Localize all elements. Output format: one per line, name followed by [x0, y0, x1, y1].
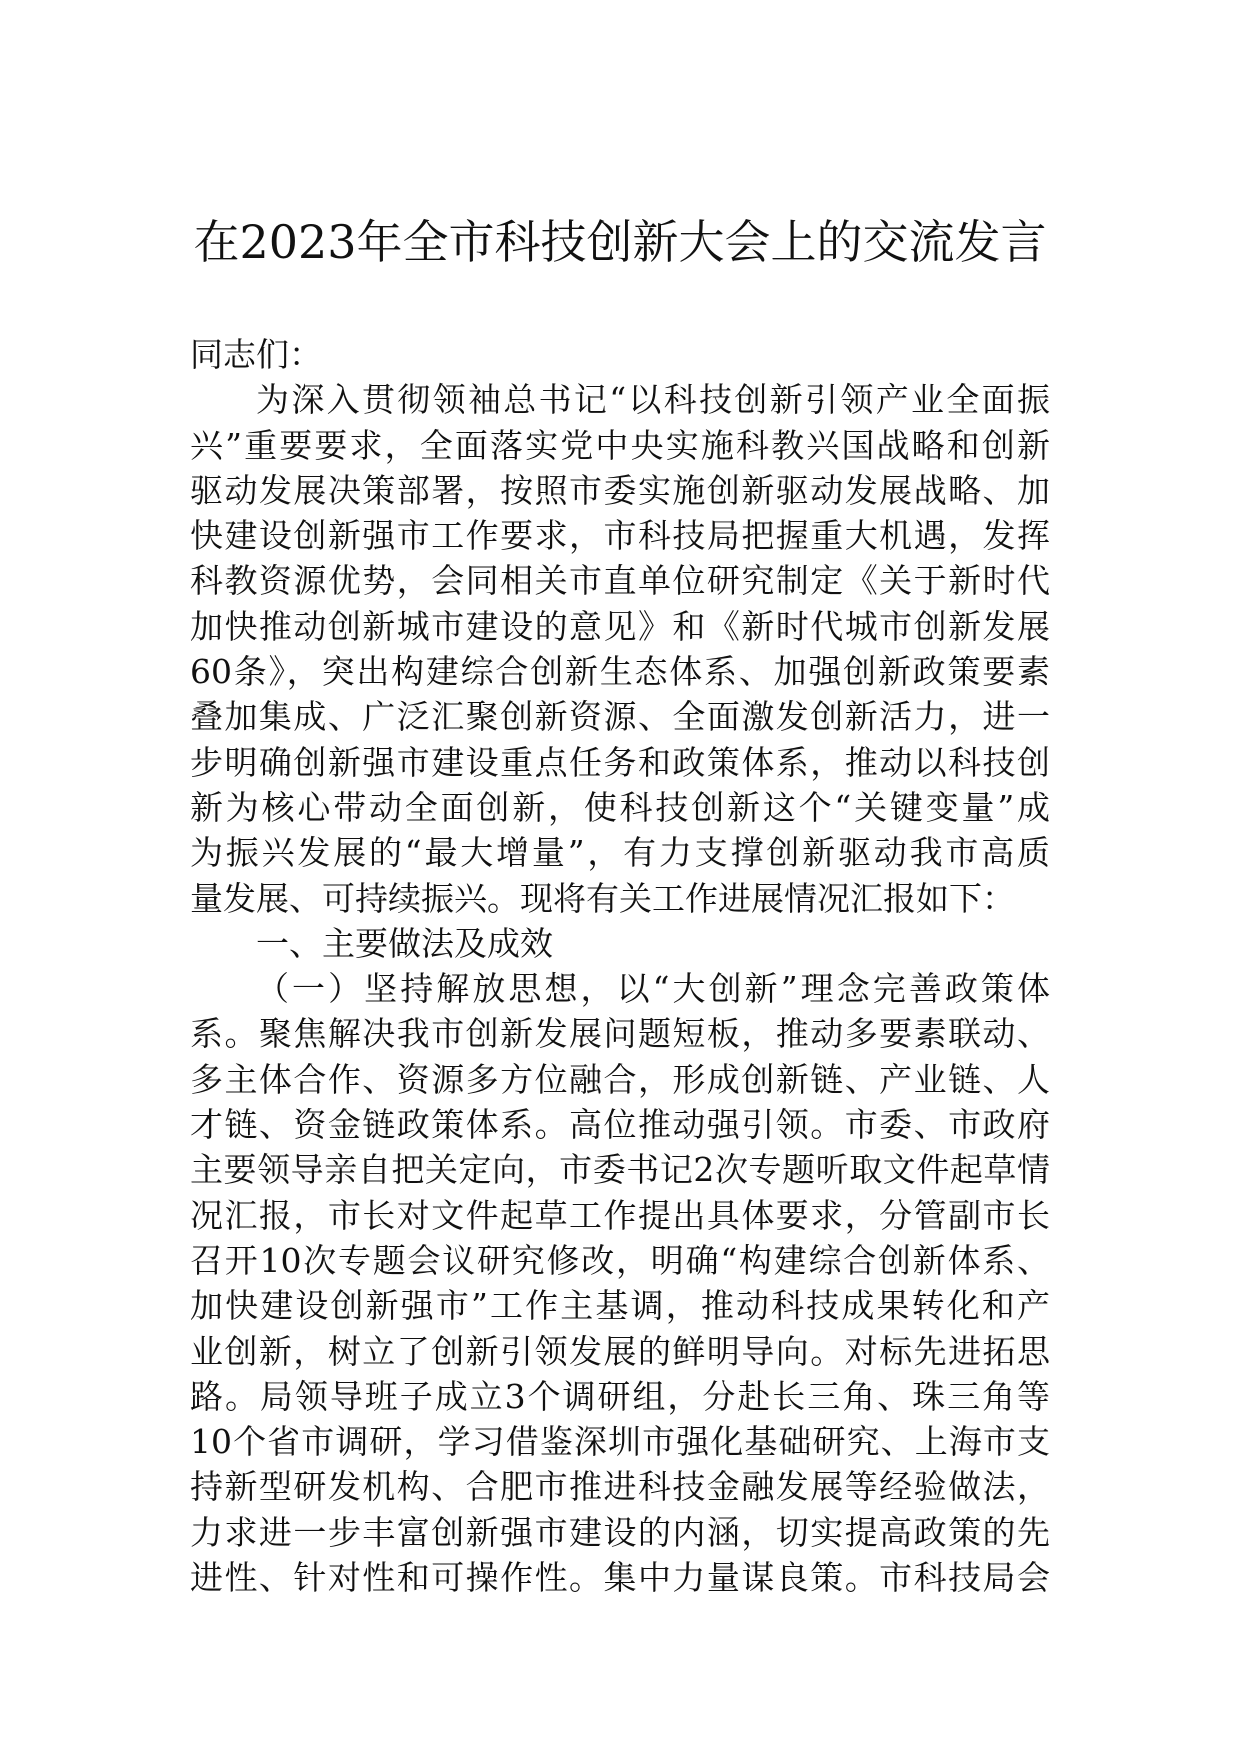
body-line: 驱动发展决策部署，按照市委实施创新驱动发展战略、加 — [190, 470, 1050, 510]
body-line: 加快建设创新强市”工作主基调，推动科技成果转化和产 — [190, 1286, 1050, 1326]
body-line: 多主体合作、资源多方位融合，形成创新链、产业链、人 — [190, 1059, 1050, 1099]
body-line: 新为核心带动全面创新，使科技创新这个“关键变量”成 — [190, 787, 1050, 827]
body-line: 兴”重要要求，全面落实党中央实施科教兴国战略和创新 — [190, 425, 1050, 465]
body-line: 路。局领导班子成立3个调研组，分赴长三角、珠三角等 — [190, 1376, 1050, 1416]
body-line: 况汇报，市长对文件起草工作提出具体要求，分管副市长 — [190, 1195, 1050, 1235]
body-line: 10个省市调研，学习借鉴深圳市强化基础研究、上海市支 — [190, 1422, 1050, 1462]
body-line: 60条》，突出构建综合创新生态体系、加强创新政策要素 — [190, 652, 1050, 692]
body-line: （一）坚持解放思想，以“大创新”理念完善政策体 — [256, 969, 1050, 1009]
document-title: 在2023年全市科技创新大会上的交流发言 — [193, 215, 1047, 269]
body-line: 叠加集成、广泛汇聚创新资源、全面激发创新活力，进一 — [190, 697, 1050, 737]
body-line: 为深入贯彻领袖总书记“以科技创新引领产业全面振 — [256, 380, 1050, 420]
body-line: 科教资源优势，会同相关市直单位研究制定《关于新时代 — [190, 561, 1050, 601]
body-line: 召开10次专题会议研究修改，明确“构建综合创新体系、 — [190, 1240, 1050, 1280]
body-line: 业创新，树立了创新引领发展的鲜明导向。对标先进拓思 — [190, 1331, 1050, 1371]
body-line: 主要领导亲自把关定向，市委书记2次专题听取文件起草情 — [190, 1150, 1050, 1190]
body-line: 加快推动创新城市建设的意见》和《新时代城市创新发展 — [190, 606, 1050, 646]
body-line: 量发展、可持续振兴。现将有关工作进展情况汇报如下： — [190, 878, 1015, 918]
body-line: 系。聚焦解决我市创新发展问题短板，推动多要素联动、 — [190, 1014, 1050, 1054]
body-line: 快建设创新强市工作要求，市科技局把握重大机遇，发挥 — [190, 516, 1050, 556]
document-body — [190, 332, 1050, 1600]
body-line: 为振兴发展的“最大增量”，有力支撑创新驱动我市高质 — [190, 833, 1050, 873]
salutation: 同志们： — [190, 335, 322, 374]
body-line: 才链、资金链政策体系。高位推动强引领。市委、市政府 — [190, 1105, 1050, 1145]
body-line: 步明确创新强市建设重点任务和政策体系，推动以科技创 — [190, 742, 1050, 782]
body-line: 进性、针对性和可操作性。集中力量谋良策。市科技局会 — [190, 1558, 1050, 1598]
body-line: 持新型研发机构、合肥市推进科技金融发展等经验做法， — [190, 1467, 1050, 1507]
body-line: 力求进一步丰富创新强市建设的内涵，切实提高政策的先 — [190, 1512, 1050, 1552]
section-heading: 一、主要做法及成效 — [256, 923, 553, 963]
